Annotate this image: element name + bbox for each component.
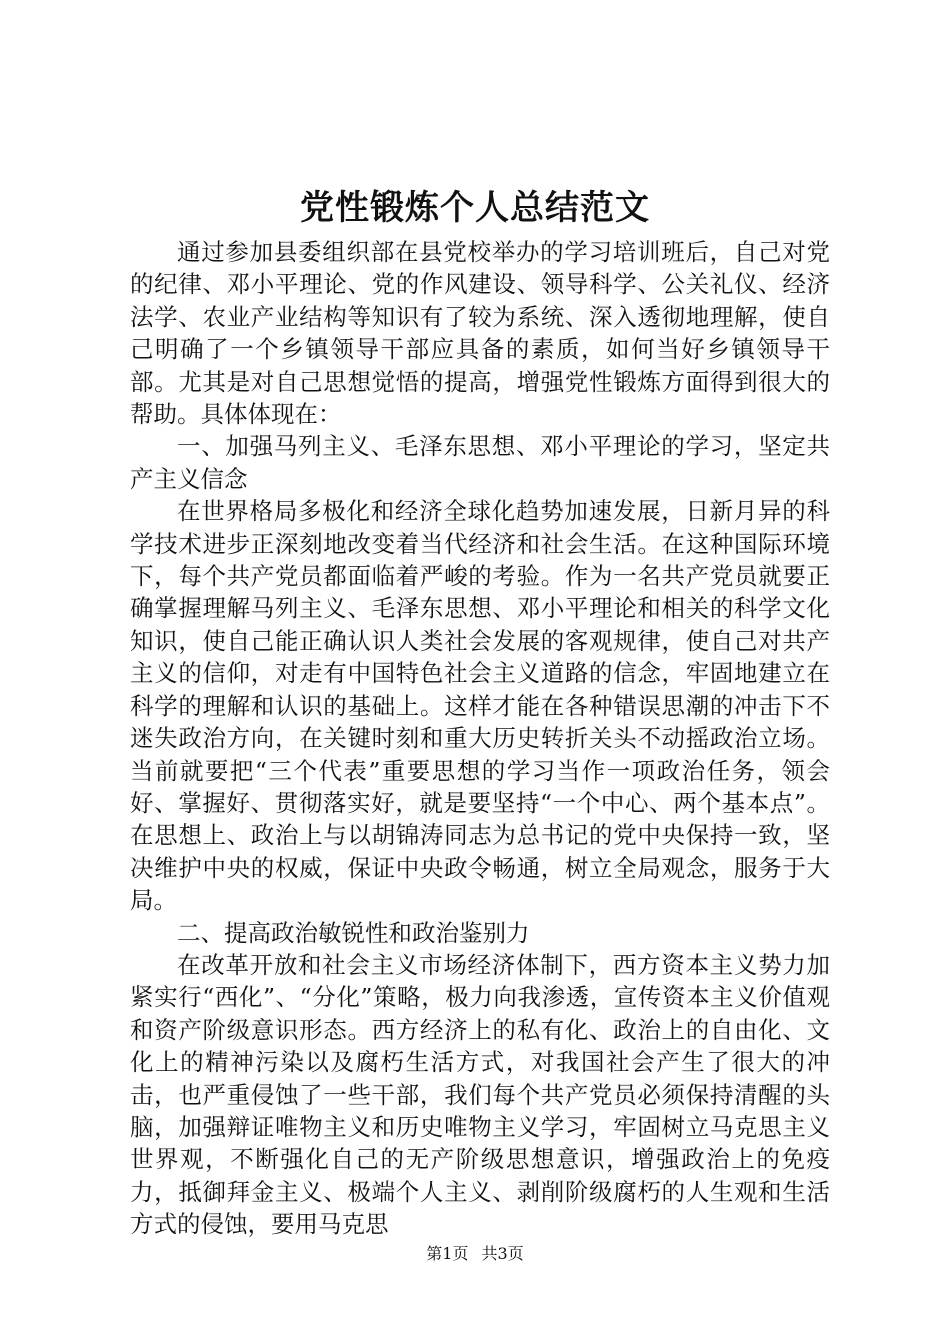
paragraph-section-2: 在改革开放和社会主义市场经济体制下，西方资本主义势力加紧实行“西化”、“分化”策略，极力向我渗透，宣传资本主义价值观和资产阶级意识形态。西方经济上的私有化、政治上的自由化、文化上的精神污染以及腐朽生活方式，对我国社会产生了很大的冲击，也严重侵蚀了一些干部，我们每个共产党员必须保持清醒的头脑，加强辩证唯物主义和历史唯物主义学习，牢固树立马克思主义世界观，不断强化自己的无产阶级思想意识，增强政治上的免疫力，抵御拜金主义、极端个人主义、剥削阶级腐朽的人生观和生活方式的侵蚀，要用马克思: [130, 950, 830, 1239]
paragraph-intro: 通过参加县委组织部在县党校举办的学习培训班后，自己对党的纪律、邓小平理论、党的作风建设、领导科学、公关礼仪、经济法学、农业产业结构等知识有了较为系统、深入透彻地理解，使自己明确了一个乡镇领导干部应具备的素质，如何当好乡镇领导干部。尤其是对自己思想觉悟的提高，增强党性锻炼方面得到很大的帮助。具体体现在：: [130, 238, 830, 429]
page-footer: [0, 1244, 950, 1264]
document-title: 党性锻炼个人总结范文: [300, 188, 650, 228]
page-number: 第1页: [426, 1244, 469, 1263]
page-total: 共3页: [481, 1244, 524, 1263]
section-heading-1: 一、加强马列主义、毛泽东思想、邓小平理论的学习，坚定共产主义信念: [130, 432, 830, 493]
document-body: [130, 236, 830, 1241]
section-heading-2: 二、提高政治敏锐性和政治鉴别力: [177, 918, 530, 947]
paragraph-section-1: 在世界格局多极化和经济全球化趋势加速发展，日新月异的科学技术进步正深刻地改变着当代经济和社会生活。在这种国际环境下，每个共产党员都面临着严峻的考验。作为一名共产党员就要正确掌握理解马列主义、毛泽东思想、邓小平理论和相关的科学文化知识，使自己能正确认识人类社会发展的客观规律，使自己对共产主义的信仰，对走有中国特色社会主义道路的信念，牢固地建立在科学的理解和认识的基础上。这样才能在各种错误思潮的冲击下不迷失政治方向，在关键时刻和重大历史转折关头不动摇政治立场。当前就要把“三个代表”重要思想的学习当作一项政治任务，领会好、掌握好、贯彻落实好，就是要坚持“一个中心、两个基本点”。在思想上、政治上与以胡锦涛同志为总书记的党中央保持一致，坚决维护中央的权威，保证中央政令畅通，树立全局观念，服务于大局。: [130, 497, 830, 915]
